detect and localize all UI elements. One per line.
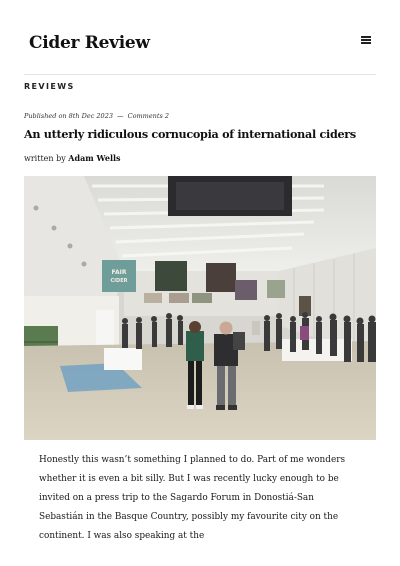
site-title[interactable]: Cider Review bbox=[29, 33, 150, 53]
byline bbox=[24, 153, 121, 163]
published-date: 8th Dec 2023 bbox=[68, 112, 113, 120]
site-header bbox=[0, 0, 400, 75]
author-link[interactable]: Adam Wells bbox=[68, 153, 121, 163]
post-featured-photo bbox=[24, 176, 376, 440]
published-prefix: Published on bbox=[24, 112, 67, 120]
post-meta bbox=[24, 112, 169, 120]
header-divider bbox=[24, 74, 376, 75]
byline-prefix: written by bbox=[24, 154, 66, 163]
comments-link[interactable]: Comments 2 bbox=[127, 112, 170, 120]
post-title: An utterly ridiculous cornucopia of international ciders bbox=[24, 127, 356, 141]
post-body-paragraph: Honestly this wasn’t something I planned to do. Part of me wonders whether it is even a bit silly. But I was recently lucky enough to be invited on a press trip to the Sagardo Forum in Donostiá-San Sebastián in the Basque Country, possibly my favourite city on the continent. I was also speaking at the bbox=[39, 455, 345, 541]
hamburger-menu-icon[interactable] bbox=[359, 34, 373, 46]
banner-text-fair: FAIR bbox=[111, 269, 127, 276]
banner-text-cider: CIDER bbox=[110, 278, 128, 284]
category-link[interactable]: REVIEWS bbox=[24, 82, 75, 91]
meta-separator: — bbox=[117, 112, 124, 120]
